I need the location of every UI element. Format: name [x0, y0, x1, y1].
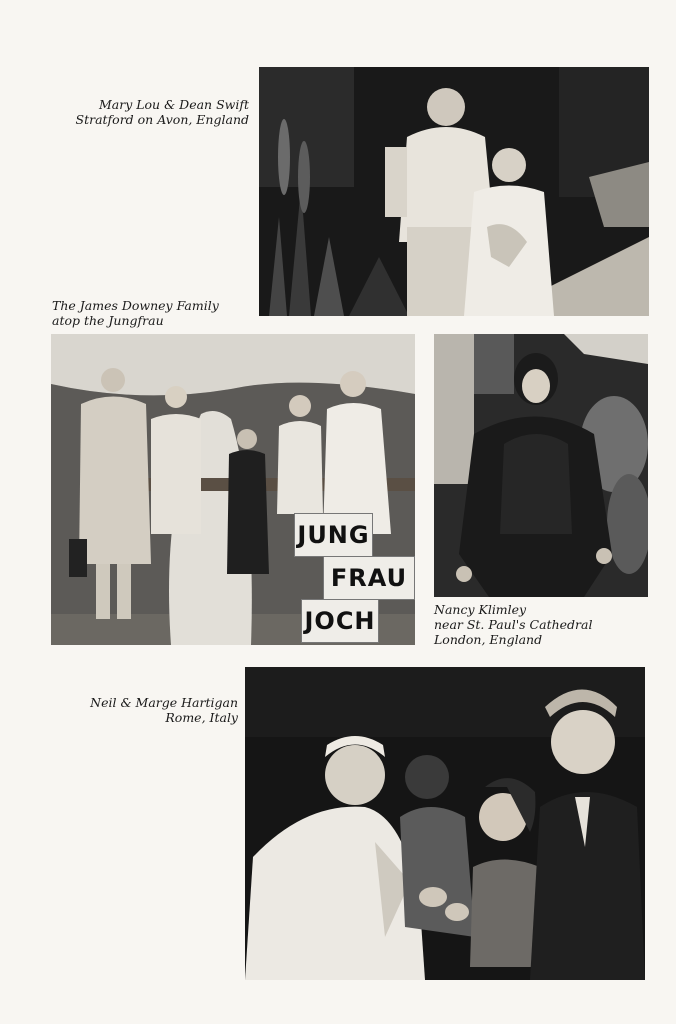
photo-swift-couple-image — [259, 67, 649, 316]
caption-klimley-city: London, England — [434, 632, 543, 647]
caption-hartigan — [58, 695, 238, 725]
caption-swift-location: Stratford on Avon, England — [75, 112, 249, 127]
photo-klimley-image — [434, 334, 648, 597]
photo-klimley — [434, 334, 648, 597]
caption-klimley — [434, 602, 654, 647]
caption-hartigan-names: Neil & Marge Hartigan — [90, 695, 238, 710]
photo-hartigan-rome — [245, 667, 645, 980]
caption-hartigan-location: Rome, Italy — [165, 710, 238, 725]
photo-downey-family — [51, 334, 415, 645]
sign-joch: JOCH — [301, 599, 379, 643]
photo-swift-couple — [259, 67, 649, 316]
photo-hartigan-rome-image — [245, 667, 645, 980]
sign-frau: FRAU — [323, 556, 415, 600]
caption-klimley-place: near St. Paul's Cathedral — [434, 617, 593, 632]
caption-downey — [52, 298, 242, 328]
caption-downey-location: atop the Jungfrau — [52, 313, 164, 328]
sign-jung: JUNG — [294, 513, 373, 557]
caption-swift — [60, 97, 249, 127]
caption-swift-names: Mary Lou & Dean Swift — [98, 97, 249, 112]
caption-klimley-name: Nancy Klimley — [434, 602, 527, 617]
caption-downey-names: The James Downey Family — [52, 298, 219, 313]
